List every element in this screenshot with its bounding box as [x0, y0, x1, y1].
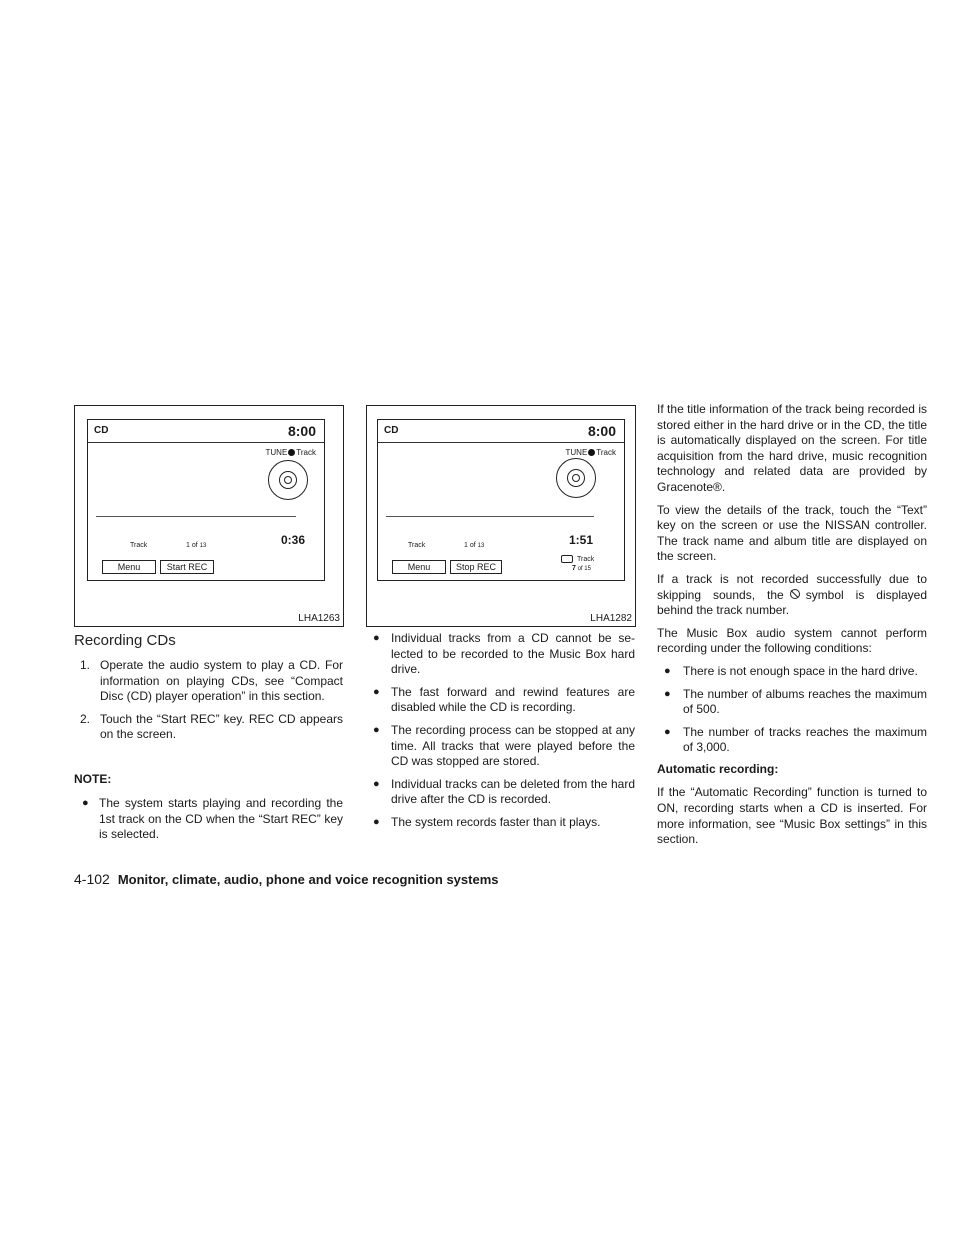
list-item — [664, 725, 927, 756]
page-number: 4-102 — [74, 871, 110, 887]
step-number: 1. — [80, 658, 91, 672]
skip-symbol-icon — [790, 589, 800, 599]
knob-icon — [588, 449, 595, 456]
bullet-icon: ● — [82, 797, 89, 809]
bullet-icon: ● — [373, 723, 380, 736]
list-item — [373, 723, 635, 770]
progress-bar — [96, 516, 296, 517]
step-text: Operate the audio system to play a CD. For information on playing CDs, see “Compact Disc (CD) player operation” in this section. — [100, 658, 343, 704]
tune-label: TUNE — [265, 448, 288, 457]
section-title: Recording CDs — [74, 632, 176, 649]
conditions-list — [657, 664, 927, 756]
bullet-text: The system records faster than it plays. — [391, 814, 601, 829]
list-item — [80, 658, 343, 705]
bullet-icon: ● — [664, 664, 671, 677]
menu-key[interactable]: Menu — [102, 560, 156, 574]
figure-id: LHA1282 — [590, 613, 632, 624]
paragraph: If the title information of the track being recorded is stored either in the hard drive or in the CD, the title is automatically displayed on the screen. For title acquisition from the hard drive, music recognition technology and related data are provided by Gracenote®. — [657, 402, 927, 494]
screen-header — [88, 420, 324, 443]
figure-id: LHA1263 — [298, 613, 340, 624]
list-item — [373, 777, 635, 808]
steps-list — [80, 658, 343, 743]
figure-start-rec — [74, 405, 344, 627]
bullet-icon: ● — [373, 777, 380, 790]
tune-label: TUNE — [565, 448, 588, 457]
step-number: 2. — [80, 711, 91, 726]
bullet-text: The number of albums reaches the maximum of 500. — [683, 686, 927, 717]
bullet-text: Individual tracks can be deleted from the hard drive after the CD is recorded. — [391, 776, 635, 807]
paragraph: If the “Automatic Recording” function is turned to ON, recording starts when a CD is inserted. For more information, see “Music Box settings” in this section. — [657, 785, 927, 847]
track-label: Track — [408, 542, 426, 549]
chapter-title: Monitor, climate, audio, phone and voice recognition systems — [117, 872, 499, 887]
elapsed-time: 0:36 — [281, 533, 306, 547]
bullet-icon: ● — [664, 687, 671, 700]
bullet-text: Individual tracks from a CD cannot be selected to be recorded to the Music Box hard drive. — [391, 631, 635, 677]
stop-rec-key[interactable]: Stop REC — [450, 560, 502, 574]
track-hint-label: Track — [296, 448, 316, 457]
start-rec-key[interactable]: Start REC — [160, 560, 214, 574]
list-item — [664, 664, 927, 680]
elapsed-time: 1:51 — [569, 533, 594, 547]
cd-disc-icon — [268, 460, 308, 500]
note-heading: NOTE: — [74, 772, 112, 786]
knob-icon — [288, 449, 295, 456]
screen-header — [378, 420, 624, 443]
cd-screen — [87, 419, 325, 581]
list-item — [80, 712, 343, 743]
recording-notes-list — [373, 631, 635, 831]
bullet-text: The number of tracks reaches the maximum of 3,000. — [683, 724, 927, 755]
recorded-track-count: 7 of 15 — [572, 565, 591, 572]
recorded-track-icon — [561, 555, 573, 563]
tune-track-hint — [566, 448, 616, 457]
progress-bar — [386, 516, 594, 517]
source-label: CD — [94, 425, 109, 436]
menu-key[interactable]: Menu — [392, 560, 446, 574]
bullet-text: There is not enough space in the hard drive. — [683, 663, 918, 678]
list-item — [373, 685, 635, 716]
right-column — [657, 402, 927, 848]
cd-screen — [377, 419, 625, 581]
step-text: Touch the “Start REC” key. REC CD appears on the screen. — [100, 711, 343, 742]
bullet-text: The recording process can be stopped at any time. All tracks that were played before the CD was stopped are stored. — [391, 722, 635, 769]
recorded-track-label: Track — [577, 556, 595, 563]
list-item — [82, 796, 343, 843]
source-label: CD — [384, 425, 399, 436]
note-list — [82, 796, 343, 843]
list-item — [373, 631, 635, 678]
clock: 8:00 — [587, 423, 616, 439]
list-item — [664, 687, 927, 718]
bullet-icon: ● — [373, 815, 380, 828]
paragraph: If a track is not recorded successfully due to skipping sounds, the symbol is displayed behind the track number. — [657, 571, 928, 618]
bullet-icon: ● — [373, 685, 380, 698]
automatic-recording-heading: Automatic recording: — [657, 761, 779, 776]
track-label: Track — [130, 542, 148, 549]
bullet-text: The fast forward and rewind features are disabled while the CD is recording. — [391, 684, 635, 715]
tune-track-hint — [266, 448, 316, 457]
list-item — [373, 815, 635, 831]
bullet-icon: ● — [373, 632, 380, 644]
track-count: 1 of 13 — [464, 542, 485, 549]
page-footer — [74, 871, 499, 887]
bullet-icon: ● — [664, 725, 671, 738]
paragraph: The Music Box audio system cannot perform recording under the following conditions: — [657, 625, 927, 656]
figure-stop-rec — [366, 405, 636, 627]
track-hint-label: Track — [596, 448, 616, 457]
track-count: 1 of 13 — [186, 542, 207, 549]
clock: 8:00 — [287, 423, 316, 439]
cd-disc-icon — [556, 458, 596, 498]
bullet-text: The system starts playing and recording the 1st track on the CD when the “Start REC” key is selected. — [99, 796, 343, 842]
paragraph: To view the details of the track, touch the “Text” key on the screen or use the NISSAN controller. The track name and album title are displayed on the screen. — [657, 502, 927, 564]
